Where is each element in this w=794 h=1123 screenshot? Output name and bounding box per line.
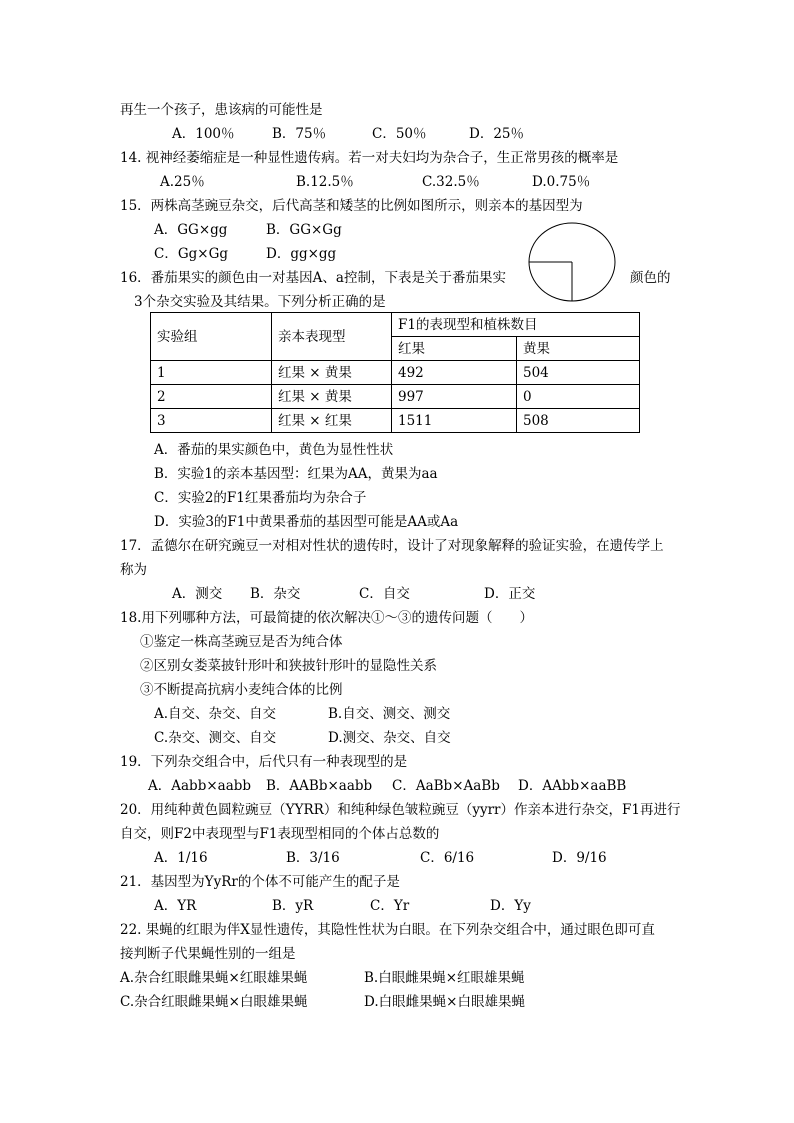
q19-option-c: C．AaBb×AaBb <box>392 778 500 794</box>
q13-option-d: D．25％ <box>469 126 525 142</box>
q15-stem: 15．两株高茎豌豆杂交，后代高茎和矮茎的比例如图所示，则亲本的基因型为 <box>120 198 583 214</box>
q21-option-d: D．Yy <box>490 898 531 914</box>
q15-option-c: C．Gg×Gg <box>154 246 228 262</box>
q15-option-a: A．GG×gg <box>154 222 228 238</box>
q18-option-d: D.测交、杂交、自交 <box>328 730 451 746</box>
q18-item-3: ③不断提高抗病小麦纯合体的比例 <box>140 682 343 698</box>
cell-group: 3 <box>151 409 272 433</box>
q20-option-c: C．6/16 <box>420 850 475 866</box>
q16-option-a: A．番茄的果实颜色中，黄色为显性性状 <box>154 442 394 458</box>
q20-option-d: D．9/16 <box>552 850 607 866</box>
cell-group: 2 <box>151 385 272 409</box>
q13-option-a: A．100％ <box>172 126 235 142</box>
q14-option-d: D.0.75％ <box>532 174 591 190</box>
q21-option-b: B．yR <box>272 898 314 914</box>
q21-option-c: C．Yr <box>370 898 410 914</box>
q16-option-b: B．实验1的亲本基因型：红果为AA，黄果为aa <box>154 466 438 482</box>
q19-stem: 19．下列杂交组合中，后代只有一种表现型的是 <box>120 754 408 770</box>
table-row <box>151 409 640 433</box>
q19-option-d: D．AAbb×aaBB <box>518 778 627 794</box>
q18-item-1: ①鉴定一株高茎豌豆是否为纯合体 <box>140 634 343 650</box>
q13-stem: 再生一个孩子，患该病的可能性是 <box>120 102 323 118</box>
q22-option-d: D.白眼雌果蝇×白眼雄果蝇 <box>364 994 525 1010</box>
q22-option-b: B.白眼雌果蝇×红眼雄果蝇 <box>364 970 525 986</box>
ratio-pie-figure <box>528 222 618 304</box>
q14-option-b: B.12.5％ <box>296 174 354 190</box>
q17-option-c: C．自交 <box>359 586 410 602</box>
cell-red: 492 <box>392 361 517 385</box>
q20-option-b: B．3/16 <box>286 850 340 866</box>
table-header-parent: 亲本表现型 <box>272 313 392 361</box>
q15-option-b: B．GG×Gg <box>266 222 342 238</box>
q14-option-c: C.32.5％ <box>422 174 480 190</box>
q20-stem-part2: 自交，则F2中表现型与F1表现型相同的个体占总数的 <box>120 826 440 842</box>
q13-option-c: C．50％ <box>372 126 427 142</box>
q18-option-b: B.自交、测交、测交 <box>328 706 451 722</box>
cell-red: 997 <box>392 385 517 409</box>
q22-option-c: C.杂合红眼雌果蝇×白眼雄果蝇 <box>120 994 308 1010</box>
q22-option-a: A.杂合红眼雌果蝇×红眼雄果蝇 <box>120 970 308 986</box>
q20-stem-part1: 20．用纯种黄色圆粒豌豆（YYRR）和纯种绿色皱粒豌豆（yyrr）作亲本进行杂交，F1再进行 <box>120 802 681 818</box>
q16-option-d: D．实验3的F1中黄果番茄的基因型可能是AA或Aa <box>154 514 459 530</box>
q18-option-c: C.杂交、测交、自交 <box>154 730 277 746</box>
q20-option-a: A．1/16 <box>154 850 208 866</box>
q22-stem-part1: 22. 果蝇的红眼为伴X显性遗传，其隐性性状为白眼。在下列杂交组合中，通过眼色即可直 <box>120 922 655 938</box>
cell-parent: 红果 × 红果 <box>272 409 392 433</box>
cell-yellow: 508 <box>517 409 640 433</box>
q14-stem: 14. 视神经萎缩症是一种显性遗传病。若一对夫妇均为杂合子，生正常男孩的概率是 <box>120 150 619 166</box>
q14-option-a: A.25％ <box>160 174 205 190</box>
cell-group: 1 <box>151 361 272 385</box>
cell-yellow: 504 <box>517 361 640 385</box>
table-row <box>151 361 640 385</box>
q17-stem-part1: 17．孟德尔在研究豌豆一对相对性状的遗传时，设计了对现象解释的验证实验，在遗传学上 <box>120 538 664 554</box>
q16-stem-part1: 16．番茄果实的颜色由一对基因A、a控制，下表是关于番茄果实 <box>120 270 506 286</box>
q16-option-c: C．实验2的F1红果番茄均为杂合子 <box>154 490 367 506</box>
table-header-f1: F1的表现型和植株数目 <box>392 313 640 337</box>
experiment-table <box>150 312 640 433</box>
table-header-yellow: 黄果 <box>517 337 640 361</box>
table-header-group: 实验组 <box>151 313 272 361</box>
cell-parent: 红果 × 黄果 <box>272 385 392 409</box>
q17-option-b: B．杂交 <box>250 586 301 602</box>
q17-stem-part2: 称为 <box>120 562 147 578</box>
cell-red: 1511 <box>392 409 517 433</box>
q19-option-b: B．AABb×aabb <box>266 778 373 794</box>
q17-option-d: D．正交 <box>484 586 536 602</box>
q17-option-a: A．测交 <box>172 586 223 602</box>
cell-parent: 红果 × 黄果 <box>272 361 392 385</box>
cell-yellow: 0 <box>517 385 640 409</box>
q16-stem-part3: 3个杂交实验及其结果。下列分析正确的是 <box>134 294 386 310</box>
q16-stem-part2: 颜色的 <box>630 270 671 286</box>
q21-stem: 21．基因型为YyRr的个体不可能产生的配子是 <box>120 874 400 890</box>
q15-option-d: D．gg×gg <box>266 246 337 262</box>
q19-option-a: A．Aabb×aabb <box>148 778 252 794</box>
table-row <box>151 385 640 409</box>
q13-option-b: B．75％ <box>272 126 327 142</box>
q18-stem: 18.用下列哪种方法，可最简捷的依次解决①～③的遗传问题（ ） <box>120 610 533 626</box>
table-header-red: 红果 <box>392 337 517 361</box>
q18-item-2: ②区别女娄菜披针形叶和狭披针形叶的显隐性关系 <box>140 658 437 674</box>
q21-option-a: A．YR <box>154 898 197 914</box>
q18-option-a: A.自交、杂交、自交 <box>154 706 277 722</box>
q22-stem-part2: 接判断子代果蝇性别的一组是 <box>120 946 296 962</box>
